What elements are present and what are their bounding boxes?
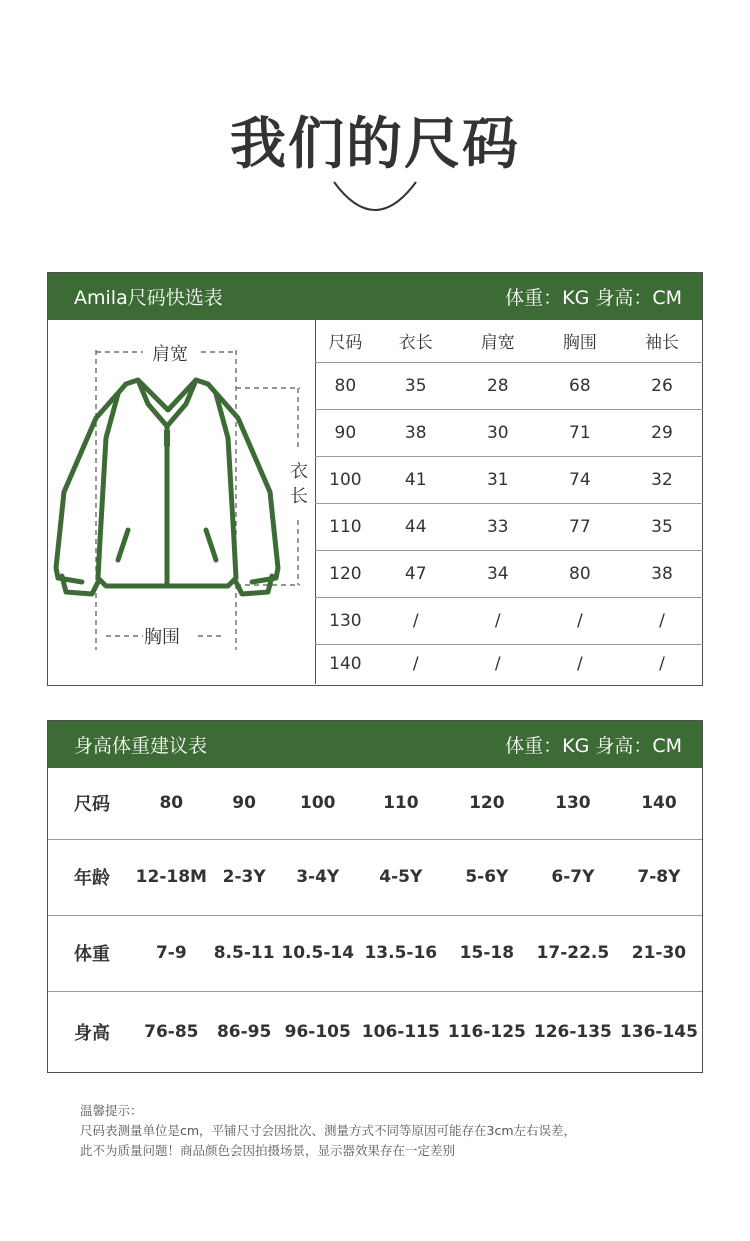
table-cell: 8.5-11 [211,915,278,991]
table-cell: 5-6Y [444,839,530,915]
table-cell: 44 [375,503,457,550]
table-row [316,409,704,456]
table-cell: 90 [211,768,278,839]
table-cell: 38 [621,550,703,597]
notice [80,1101,576,1161]
table-cell: 126-135 [533,1022,612,1043]
header-cell: 尺码 [316,320,375,362]
table-cell: 31 [457,456,539,503]
table-cell: / [659,654,665,675]
size-table-header-row [316,320,704,362]
table-cell: 26 [621,362,703,409]
table-row [48,991,702,1073]
recommend-unit: 体重：KG 身高：CM [505,735,682,757]
table-cell: 80 [539,550,621,597]
table-cell: 10.5-14 [278,915,358,991]
table-cell: 110 [316,503,375,550]
table-cell: 21-30 [616,915,702,991]
table-cell: 4-5Y [358,839,444,915]
size-chart-card [47,272,703,686]
table-row [316,362,704,409]
recommend-card [47,720,703,1073]
table-cell: 12-18M [132,839,211,915]
table-cell: 130 [316,597,375,644]
table-cell: / [375,597,457,644]
table-row [48,768,702,839]
size-chart-header [48,273,702,320]
table-cell: / [539,597,621,644]
table-row [316,550,704,597]
header-cell: 胸围 [539,320,621,362]
notice-line: 尺码表测量单位是cm，平铺尺寸会因批次、测量方式不同等原因可能存在3cm左右误差， [80,1123,577,1138]
table-cell: 71 [539,409,621,456]
table-cell: 100 [316,456,375,503]
table-cell: 77 [539,503,621,550]
row-label: 体重 [48,915,132,991]
table-row [48,915,702,991]
table-cell: 110 [358,768,444,839]
table-cell: 6-7Y [530,839,616,915]
table-cell: 86-95 [216,1022,272,1043]
header-cell: 衣长 [375,320,457,362]
table-cell: 3-4Y [278,839,358,915]
table-cell: 29 [621,409,703,456]
table-cell: 96-105 [284,1022,351,1043]
table-cell: 33 [457,503,539,550]
size-chart-unit: 体重：KG 身高：CM [505,287,682,309]
table-cell: 13.5-16 [358,915,444,991]
shoulder-label: 肩宽 [152,344,188,365]
row-label: 年龄 [48,839,132,915]
table-cell: 120 [316,550,375,597]
table-cell: 130 [530,768,616,839]
table-cell: 76-85 [144,1022,199,1043]
title-arc-decoration [330,178,420,218]
table-cell: 35 [375,362,457,409]
table-cell: 15-18 [444,915,530,991]
notice-heading: 温馨提示： [80,1103,143,1118]
table-cell: 80 [316,362,375,409]
table-cell: 28 [457,362,539,409]
table-cell: / [457,597,539,644]
chest-label: 胸围 [144,627,180,648]
table-cell: / [412,654,419,675]
table-cell: 30 [457,409,539,456]
table-row [316,644,704,684]
table-cell: 47 [375,550,457,597]
page-title: 我们的尺码 [230,112,520,177]
table-cell: 90 [316,409,375,456]
table-cell: 106-115 [361,1022,440,1043]
table-cell: 35 [621,503,703,550]
header-cell: 肩宽 [457,320,539,362]
size-chart-table [315,320,703,684]
table-cell: 7-8Y [616,839,702,915]
notice-line: 此不为质量问题！商品颜色会因拍摄场景，显示器效果存在一定差别 [80,1143,456,1158]
row-label: 身高 [74,1023,110,1045]
table-cell: 7-9 [132,915,211,991]
table-cell: / [494,654,501,675]
size-chart-title: Amila尺码快选表 [74,287,223,309]
table-cell: 2-3Y [211,839,278,915]
jacket-sketch [48,320,315,686]
table-row [316,503,704,550]
table-cell: 120 [444,768,530,839]
table-row [316,597,704,644]
table-cell: 140 [616,768,702,839]
recommend-title: 身高体重建议表 [74,735,208,757]
header-cell: 袖长 [621,320,703,362]
table-cell: 74 [539,456,621,503]
table-cell: 17-22.5 [530,915,616,991]
recommend-header [48,721,702,768]
table-row [316,456,704,503]
table-cell: 140 [316,644,375,684]
table-cell: 100 [278,768,358,839]
table-cell: 32 [621,456,703,503]
length-label-top: 衣 [290,461,308,482]
table-cell: 136-145 [619,1022,698,1043]
table-cell: / [621,597,703,644]
length-label-bottom: 长 [290,486,308,507]
table-cell: 38 [375,409,457,456]
table-cell: / [576,654,583,675]
table-cell: 116-125 [447,1022,526,1043]
table-cell: 34 [457,550,539,597]
table-row [48,839,702,915]
row-label: 尺码 [48,768,132,839]
table-cell: 68 [539,362,621,409]
recommend-table [48,768,702,1073]
table-cell: 80 [132,768,211,839]
table-cell: 41 [375,456,457,503]
